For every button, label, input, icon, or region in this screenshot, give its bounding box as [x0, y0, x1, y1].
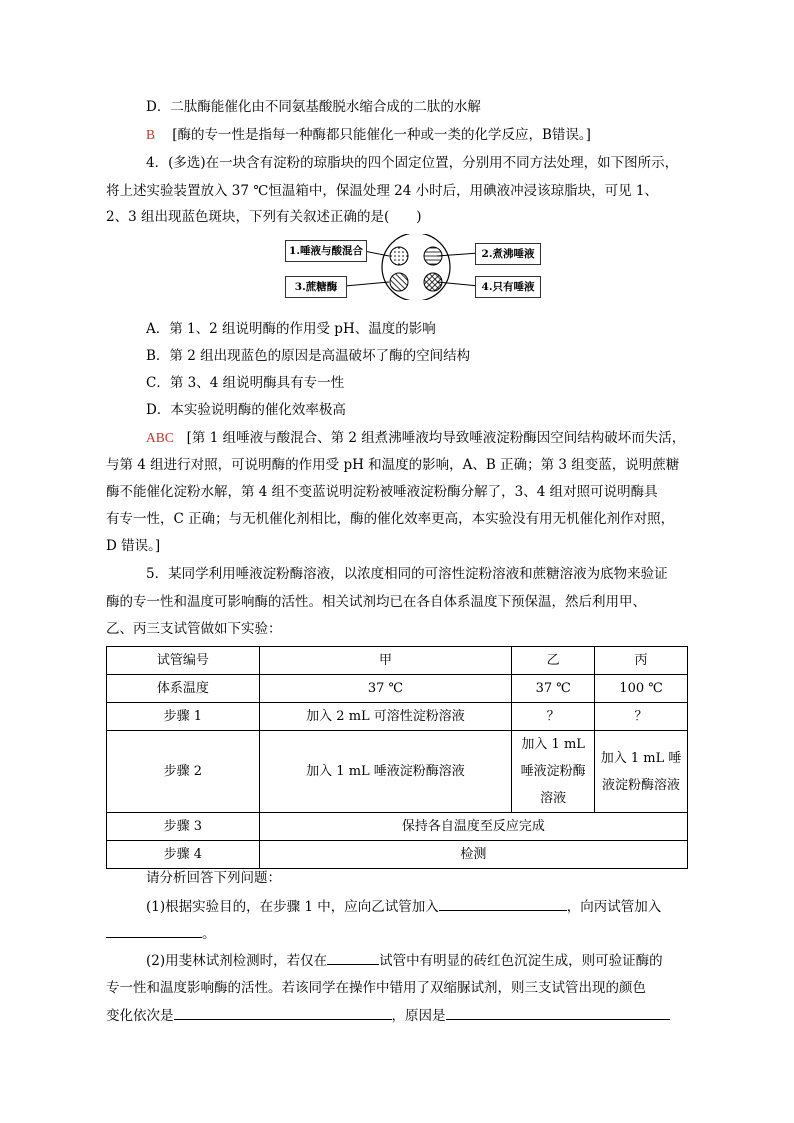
question-4-line1: 4．(多选)在一块含有淀粉的琼脂块的四个固定位置，分别用不同方法处理，如下图所示， — [146, 155, 679, 171]
experiment-table — [106, 646, 688, 869]
table-cell: 体系温度 — [107, 675, 260, 703]
label-4: 4.只有唾液 — [475, 276, 541, 298]
answer-blank[interactable] — [439, 896, 567, 911]
table-cell: ？ — [512, 703, 595, 731]
table-cell: 加入 1 mL 唾液淀粉酶溶液 — [595, 731, 688, 813]
table-cell: 加入 1 mL 唾液淀粉酶溶液 — [259, 731, 512, 813]
answer-blank[interactable] — [174, 1005, 392, 1020]
table-cell: 试管编号 — [107, 647, 260, 675]
table-cell: 检测 — [259, 841, 687, 869]
table-row — [107, 813, 688, 841]
spot-3 — [390, 273, 408, 291]
table-cell: ？ — [595, 703, 688, 731]
option-c: C．第 3、4 组说明酶具有专一性 — [146, 375, 345, 391]
text: (1)根据实验目的，在步骤 1 中，应向乙试管加入 — [146, 899, 439, 915]
question-4-line2: 将上述实验装置放入 37 ℃恒温箱中，保温处理 24 小时后，用碘液冲浸该琼脂块，可见 1、 — [106, 183, 659, 199]
table-cell: 丙 — [595, 647, 688, 675]
table-cell: 37 ℃ — [512, 675, 595, 703]
table-cell: 步骤 4 — [107, 841, 260, 869]
text: 。 — [202, 926, 216, 942]
subquestion-2-line3 — [106, 1005, 670, 1026]
answer-q4-line5: D 错误。] — [106, 538, 161, 554]
table-row — [107, 675, 688, 703]
question-5-line1: 5．某同学利用唾液淀粉酶溶液，以浓度相同的可溶性淀粉溶液和蔗糖溶液为底物来验证 — [146, 566, 668, 582]
answer-blank[interactable] — [106, 923, 202, 938]
question-4-line3: 2、3 组出现蓝色斑块，下列有关叙述正确的是( ) — [106, 209, 422, 225]
question-5-line3: 乙、丙三支试管做如下实验： — [106, 621, 282, 637]
table-cell: 加入 1 mL 唾液淀粉酶溶液 — [512, 731, 595, 813]
answer-blank[interactable] — [327, 950, 379, 965]
answer-q4-line4: 有专一性，C 正确；与无机催化剂相比，酶的催化效率更高，本实验没有用无机催化剂作对照， — [106, 511, 675, 527]
table-cell: 步骤 3 — [107, 813, 260, 841]
subquestion-2-line2: 专一性和温度影响酶的活性。若该同学在操作中错用了双缩脲试剂，则三支试管出现的颜色 — [106, 980, 646, 996]
table-row — [107, 841, 688, 869]
subquestion-1-line1 — [146, 896, 661, 917]
table-cell: 步骤 2 — [107, 731, 260, 813]
agar-block — [382, 234, 450, 300]
table-cell: 乙 — [512, 647, 595, 675]
table-cell: 37 ℃ — [259, 675, 512, 703]
answer-q4-line2: 与第 4 组进行对照，可说明酶的作用受 pH 和温度的影响，A、B 正确；第 3 组变蓝，说明蔗糖 — [106, 457, 680, 473]
answer-text: [第 1 组唾液与酸混合、第 2 组煮沸唾液均导致唾液淀粉酶因空间结构破坏而失活， — [186, 430, 686, 446]
question-5-line2: 酶的专一性和温度可影响酶的活性。相关试剂均已在各自体系温度下预保温，然后利用甲、 — [106, 594, 646, 610]
text: (2)用斐林试剂检测时，若仅在 — [146, 953, 328, 969]
answer-letter: B — [146, 127, 156, 142]
table-cell: 步骤 1 — [107, 703, 260, 731]
table-cell: 保持各自温度至反应完成 — [259, 813, 687, 841]
option-d-q3: D．二肽酶能催化由不同氨基酸脱水缩合成的二肽的水解 — [146, 99, 481, 115]
option-b: B．第 2 组出现蓝色的原因是高温破坏了酶的空间结构 — [146, 348, 471, 364]
subquestion-2-line1 — [146, 950, 663, 971]
answer-q4-line3: 酶不能催化淀粉水解，第 4 组不变蓝说明淀粉被唾液淀粉酶分解了，3、4 组对照可说明酶具 — [106, 484, 658, 500]
spot-2 — [424, 247, 442, 265]
answer-letters: ABC — [146, 430, 174, 445]
table-cell: 100 ℃ — [595, 675, 688, 703]
subquestion-1-line2 — [106, 923, 216, 944]
spot-1 — [390, 247, 408, 265]
table-cell: 加入 2 mL 可溶性淀粉溶液 — [259, 703, 512, 731]
answer-blank[interactable] — [446, 1005, 670, 1020]
text: ，原因是 — [391, 1008, 446, 1024]
label-3: 3.蔗糖酶 — [285, 276, 347, 298]
question-5-prompt: 请分析回答下列问题： — [146, 870, 281, 886]
answer-q3 — [146, 125, 591, 145]
agar-figure — [285, 234, 545, 300]
table-row — [107, 647, 688, 675]
text: 变化依次是 — [106, 1008, 174, 1024]
table-row — [107, 703, 688, 731]
table-row — [107, 731, 688, 813]
label-2: 2.煮沸唾液 — [475, 243, 541, 265]
option-a: A．第 1、2 组说明酶的作用受 pH、温度的影响 — [146, 321, 436, 337]
option-d: D．本实验说明酶的催化效率极高 — [146, 402, 346, 418]
spot-4 — [424, 273, 442, 291]
answer-q4-line1 — [146, 428, 685, 448]
text: ，向丙试管加入 — [566, 899, 662, 915]
text: 试管中有明显的砖红色沉淀生成，则可验证酶的 — [379, 953, 663, 969]
answer-explanation: [酶的专一性是指每一种酶都只能催化一种或一类的化学反应，B错误。] — [172, 127, 591, 143]
table-cell: 甲 — [259, 647, 512, 675]
label-1: 1.唾液与酸混合 — [285, 240, 367, 262]
